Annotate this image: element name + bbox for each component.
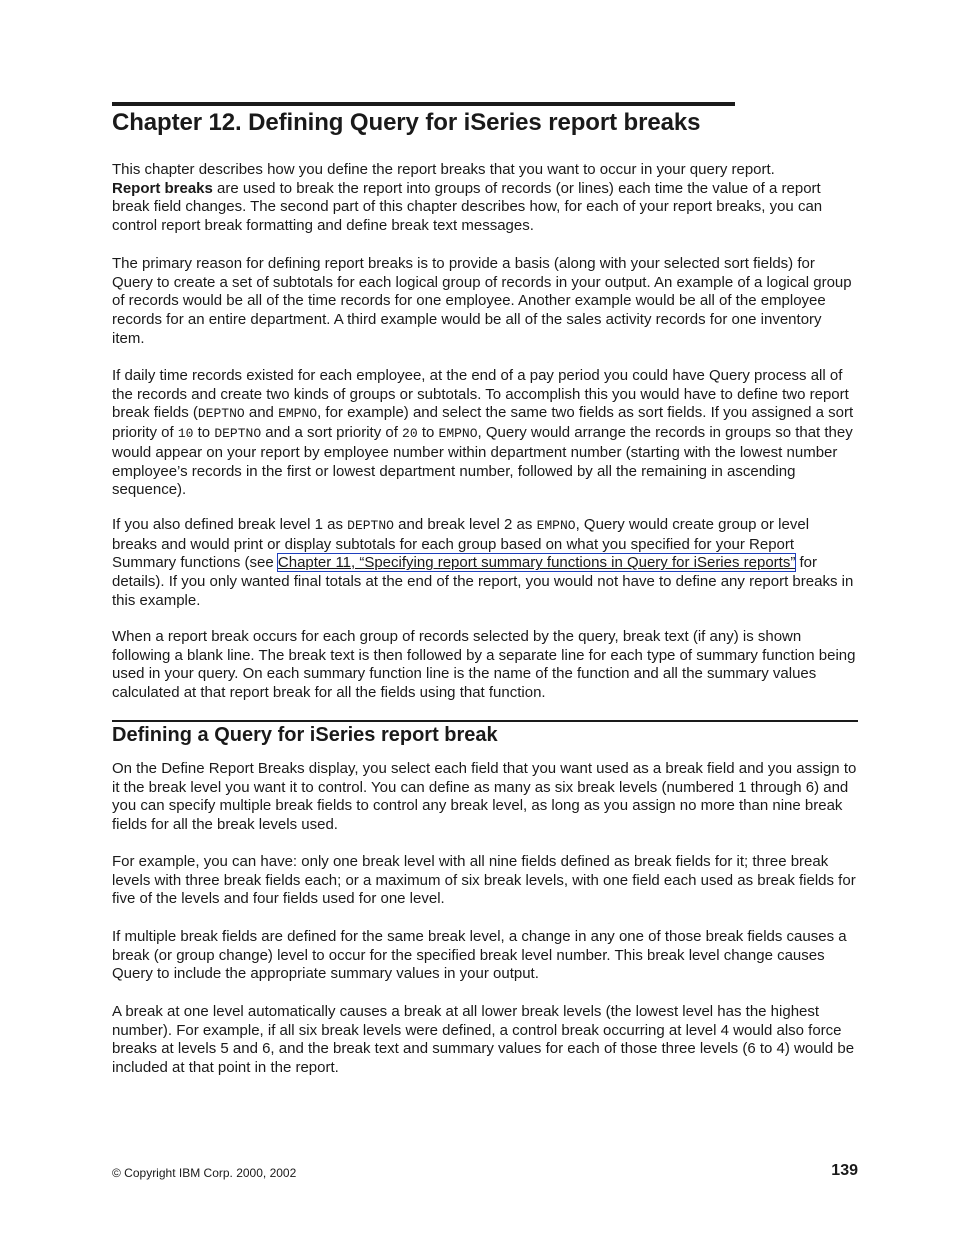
example-paragraph: For example, you can have: only one break level with all nine fields defined as break fields for it; three break levels with three break fields each; or a maximum of six break levels, with one field each used as break fields for five of the levels and four fields used for one level.: [112, 853, 856, 908]
code-empno: EMPNO: [438, 426, 478, 442]
text: and break level 2 as: [393, 516, 537, 533]
define-report-breaks-paragraph: On the Define Report Breaks display, you select each field that you want used as a break field and you assign to it the break level you want it to control. You can define as many as six break levels (numbered 1 through 6) and you can specify multiple break fields to control any break level, as long as you assign no more than nine break fields for all the break levels used.: [112, 760, 857, 834]
code-deptno: DEPTNO: [197, 406, 245, 422]
daily-records-paragraph: [112, 367, 858, 500]
intro-text: This chapter describes how you define the report breaks that you want to occur in your query report.: [112, 161, 775, 178]
report-breaks-term: Report breaks: [112, 179, 213, 197]
chapter-top-rule: [112, 102, 735, 106]
copyright: © Copyright IBM Corp. 2000, 2002: [112, 1166, 297, 1180]
text: and a sort priority of: [261, 424, 403, 442]
page-number: 139: [831, 1162, 858, 1179]
intro-text-cont: are used to break the report into groups of records (or lines) each time the value of a report break field changes. The second part of this chapter describes how, for each of your report breaks, you can control report break formatting and define break text messages.: [112, 179, 823, 235]
code-10: 10: [177, 426, 194, 442]
text: and: [244, 404, 279, 422]
chapter-11-link[interactable]: Chapter 11, “Specifying report summary functions in Query for iSeries reports”: [277, 554, 796, 572]
code-deptno: DEPTNO: [347, 518, 394, 533]
text: for details). If you only wanted final totals at the end of the report, you would not have to define any report breaks in this example.: [112, 554, 854, 609]
chapter-title: Chapter 12. Defining Query for iSeries report breaks: [112, 109, 701, 136]
text: to: [417, 424, 439, 442]
section-rule: [112, 720, 858, 722]
text: If you also defined break level 1 as: [112, 516, 348, 533]
section-title: Defining a Query for iSeries report break: [112, 724, 498, 746]
code-empno: EMPNO: [536, 518, 576, 533]
text: , Query would create group or level breaks and would print or display subtotals for each group based on what you specified for your Report Summary functions (see: [112, 516, 810, 572]
text: , Query would arrange the records in groups so that they would appear on your report by employee number within department number (starting with the lowest number employee’s records in the first or lowest department number, followed by all the remaining in ascending sequence).: [112, 424, 853, 499]
multiple-fields-paragraph: If multiple break fields are defined for the same break level, a change in any one of those break fields causes a break (or group change) level to occur for the specified break level number. This break level change causes Query to include the appropriate summary values in your output.: [112, 928, 847, 983]
code-empno: EMPNO: [278, 406, 318, 422]
intro-paragraph: [112, 161, 858, 236]
code-deptno: DEPTNO: [214, 426, 262, 442]
text: , for example) and select the same two fields as sort fields. If you assigned a sort priority of: [112, 404, 854, 442]
primary-reason-paragraph: The primary reason for defining report breaks is to provide a basis (along with your selected sort fields) for Query to create a set of subtotals for each logical group of records in your output. An example of a logical group of records would be all of the time records for one employee. Another example would be all of the employee records for an entire department. A third example would be all of the sales activity records for one inventory item.: [112, 255, 852, 347]
break-occurs-paragraph: When a report break occurs for each group of records selected by the query, break text (if any) is shown following a blank line. The break text is then followed by a separate line for each type of summary function being used in your query. On each summary function line is the name of the function and all the summary values calculated at that report break for all the fields using that function.: [112, 628, 856, 702]
text: to: [193, 424, 215, 442]
break-levels-paragraph: [112, 516, 858, 611]
lower-levels-paragraph: A break at one level automatically causes a break at all lower break levels (the lowest level has the highest number). For example, if all six break levels were defined, a control break occurring at level 4 would also force breaks at levels 5 and 6, and the break text and summary values for each of those three levels (6 to 4) would be included at that point in the report.: [112, 1003, 855, 1077]
code-20: 20: [402, 426, 418, 442]
text: If daily time records existed for each employee, at the end of a pay period you could have Query process all of the records and create two kinds of groups or subtotals. To accomplish this you would have to define two report break fields (: [112, 367, 849, 422]
